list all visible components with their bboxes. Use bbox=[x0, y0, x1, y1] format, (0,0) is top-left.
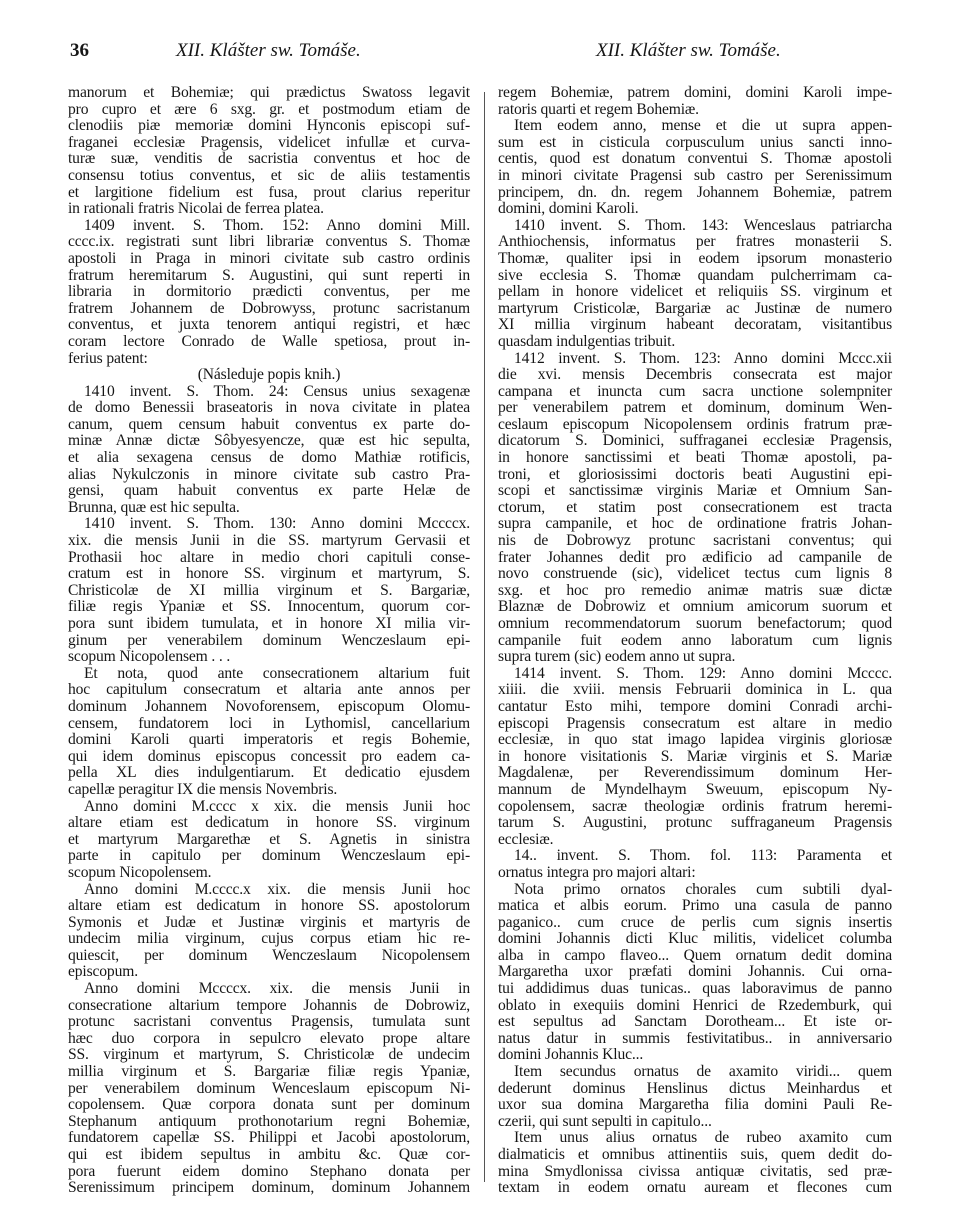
text-line: tarum S. Augustini, protunc suffraganeum Pragensis bbox=[498, 814, 892, 832]
text-line: Stephanum antiquum prothonotarium regni Bohemiæ, bbox=[68, 1112, 470, 1130]
text-line: campana et inuncta cum sacra unctione solempniter bbox=[498, 382, 892, 400]
text-line: dialmaticis et omnibus attinentiis suis, quem dedit do- bbox=[498, 1146, 892, 1163]
text-line: fraganei ecclesiæ Pragensis, videlicet infullæ et curva- bbox=[68, 133, 470, 151]
text-line: natus datur in summis festivitatibus.. in anniversario bbox=[498, 1029, 892, 1047]
text-line: fratrum heremitarum S. Augustini, qui sunt reperti in bbox=[68, 266, 470, 284]
text-line: tui addidimus duas tunicas.. quas laboravimus de panno bbox=[498, 980, 892, 998]
text-line: pora fuerunt eidem domino Stephano donata per bbox=[68, 1162, 470, 1180]
text-line: episcopum. bbox=[68, 963, 138, 981]
text-line: Margaretha uxor præfati domini Johannis. Cui orna- bbox=[498, 963, 892, 981]
right-column bbox=[498, 85, 892, 1197]
text-line: mannum de Myndelhaym Sweuum, episcopum Ny- bbox=[498, 780, 892, 798]
text-line: in honore visitationis S. Mariæ virginis et S. Mariæ bbox=[498, 747, 892, 765]
text-line: martyrum Cristicolæ, Bargariæ ac Justinæ de numero bbox=[498, 299, 892, 317]
text-line: 1412 invent. S. Thom. 123: Anno domini Mccc.xii bbox=[514, 349, 892, 367]
text-line: altare etiam est dedicatum in honore SS. apostolorum bbox=[68, 897, 470, 915]
text-line: SS. virginum et martyrum, S. Christicolæ de undecim bbox=[68, 1046, 470, 1064]
text-line: gensi, quam habuit conventus ex parte Helæ de bbox=[68, 482, 470, 500]
text-line: Blaznæ de Dobrowiz et omnium amicorum suorum et bbox=[498, 598, 892, 616]
text-line: principem, dn. dn. regem Johannem Bohemiæ, patrem bbox=[498, 183, 892, 201]
text-line: in rationali fratris Nicolai de ferrea platea. bbox=[68, 200, 324, 218]
text-line: sive ecclesia S. Thomæ quandam pulcherrimam ca- bbox=[498, 266, 892, 284]
text-line: Thomæ, qualiter ipsi in eodem ipsorum monasterio bbox=[498, 249, 892, 267]
text-line: Anthiochensis, informatus per fratres monasterii S. bbox=[498, 233, 892, 251]
text-line: parte in capitulo per dominum Wenczeslaum epi- bbox=[68, 847, 470, 865]
text-line: coram lectore Conrado de Walle spetiosa, prout in- bbox=[68, 332, 470, 350]
running-head-right: XII. Klášter sw. Tomáše. bbox=[596, 40, 781, 61]
text-line: et alia sexagena census de domo Mathiæ rotificis, bbox=[68, 449, 470, 467]
text-line: centis, quod est donatum conventui S. Thomæ apostoli bbox=[498, 150, 892, 168]
text-line: qui idem dominus episcopus concessit pro eadem ca- bbox=[68, 747, 470, 765]
text-line: ginum per venerabilem dominum Wenczeslaum epi- bbox=[68, 631, 470, 649]
text-line: Magdalenæ, per Reverendissimum dominum Her- bbox=[498, 764, 892, 782]
text-line: XI millia virginum habeant decoratam, visitantibus bbox=[498, 316, 892, 334]
text-line: domini Johannis Kluc... bbox=[498, 1046, 644, 1064]
text-line: ratoris quarti et regem Bohemiæ. bbox=[498, 100, 699, 118]
text-line: Item secundus ornatus de axamito viridi... quem bbox=[514, 1063, 892, 1081]
text-line: omnium recommendatorum suorum benefactorum; quod bbox=[498, 615, 892, 632]
text-line: xix. die mensis Junii in die SS. martyrum Gervasii et bbox=[68, 532, 470, 550]
left-column bbox=[68, 85, 470, 1197]
text-line: hæc duo corpora in sepulcro elevato prope altare bbox=[68, 1029, 470, 1047]
text-line: dominum Johannem Novoforensem, episcopum Olomu- bbox=[68, 697, 470, 715]
text-line: 14.. invent. S. Thom. fol. 113: Paramenta et bbox=[514, 847, 892, 865]
text-line: nis de Dobrowyz protunc sacristani conventus; qui bbox=[498, 532, 892, 550]
text-line: minæ Annæ dictæ Sôbyesyencze, quæ est hic sepulta, bbox=[68, 432, 470, 450]
text-line: altare etiam est dedicatum in honore SS. virginum bbox=[68, 814, 470, 832]
text-line: Item eodem anno, mense et die ut supra appen- bbox=[514, 117, 892, 135]
text-line: quasdam indulgentias tribuit. bbox=[498, 332, 676, 350]
text-line: alba in campo flaveo... Quem ornatum dedit domina bbox=[498, 946, 892, 964]
text-line: 1410 invent. S. Thom. 130: Anno domini Mccccx. bbox=[84, 515, 470, 533]
text-line: Et nota, quod ante consecrationem altarium fuit bbox=[84, 664, 470, 682]
text-line: de domo Benessii braseatoris in nova civitate in platea bbox=[68, 399, 470, 417]
text-line: paganico.. cum cruce de perlis cum signis insertis bbox=[498, 913, 892, 931]
text-line: Prothasii hoc altare in medio chori capituli conse- bbox=[68, 548, 470, 566]
text-line: ecclesiæ. bbox=[498, 830, 554, 848]
text-line: hoc capitulum consecratum et altaria ante annos per bbox=[68, 681, 470, 699]
text-line: Brunna, quæ est hic sepulta. bbox=[68, 498, 240, 516]
text-line: est sepultus ad Sanctam Dorotheam... Et iste or- bbox=[498, 1013, 892, 1031]
text-line: textam in eodem ornatu auream et flecones cum bbox=[498, 1179, 892, 1197]
text-line: clenodiis piæ memoriæ domini Hynconis episcopi suf- bbox=[68, 117, 470, 135]
text-line: novo construende (sic), videlicet tectus cum lignis 8 bbox=[498, 565, 892, 583]
text-line: scopum Nicopolensem . . . bbox=[68, 648, 231, 666]
text-line: Anno domini M.cccc x xix. die mensis Junii hoc bbox=[84, 797, 470, 815]
text-line: pro cupro et ære 6 sxg. gr. et postmodum etiam de bbox=[68, 100, 470, 118]
text-line: fundatorem capellæ SS. Philippi et Jacobi apostolorum, bbox=[68, 1129, 470, 1147]
text-line: troni, et gloriosissimi doctoris beati Augustini epi- bbox=[498, 465, 892, 483]
text-line: pellam in honore videlicet et reliquiis SS. virginum et bbox=[498, 283, 892, 301]
text-line: supra turem (sic) eodem anno ut supra. bbox=[498, 648, 736, 666]
text-line: ornatus integra pro majori altari: bbox=[498, 863, 696, 881]
text-line: supra campanile, et hoc de ordinatione fratris Johan- bbox=[498, 515, 892, 533]
text-line: (Následuje popis knih.) bbox=[197, 366, 341, 384]
text-line: cccc.ix. registrati sunt libri librariæ conventus S. Thomæ bbox=[68, 233, 470, 251]
text-line: campanile fuit eodem anno laboratum cum lignis bbox=[498, 631, 892, 649]
text-line: consensu totius conventus, et sic de aliis testamentis bbox=[68, 166, 470, 184]
text-line: Nota primo ornatos chorales cum subtili dyal- bbox=[514, 880, 892, 898]
text-line: et martyrum Margarethæ et S. Agnetis in sinistra bbox=[68, 830, 470, 848]
text-line: domini Johannis dicti Kluc militis, videlicet columba bbox=[498, 930, 892, 948]
text-line: dicatorum S. Dominici, suffraganei ecclesiæ Pragensis, bbox=[498, 432, 892, 450]
text-line: copolensem, sacræ theologiæ ordinis fratrum heremi- bbox=[498, 797, 892, 815]
text-line: et largitione fidelium est fusa, prout clarius reperitur bbox=[68, 183, 470, 201]
text-line: czerii, qui sunt sepulti in capitulo... bbox=[498, 1112, 712, 1130]
text-line: pora sunt ibidem tumulata, et in honore XI milia vir- bbox=[68, 615, 470, 632]
text-line: manorum et Bohemiæ; qui prædictus Swatoss legavit bbox=[68, 84, 470, 101]
page-number: 36 bbox=[70, 40, 89, 61]
text-line: alias Nykulczonis in minore civitate sub castro Pra- bbox=[68, 465, 470, 483]
text-line: die xvi. mensis Decembris consecrata est major bbox=[498, 366, 892, 384]
text-line: apostoli in Praga in minori civitate sub castro ordinis bbox=[68, 249, 470, 267]
text-line: 1410 invent. S. Thom. 24: Census unius sexagenæ bbox=[84, 382, 470, 400]
text-line: fratrem Johannem de Dobrowyss, protunc sacristanum bbox=[68, 299, 470, 317]
text-line: dederunt dominus Henslinus dictus Meinhardus et bbox=[498, 1079, 892, 1097]
text-line: domini Karoli quarti imperatoris et regis Bohemie, bbox=[68, 731, 470, 749]
text-line: qui est ibidem sepultus in ambitu &c. Quæ cor- bbox=[68, 1146, 470, 1163]
text-line: 1409 invent. S. Thom. 152: Anno domini Mill. bbox=[84, 216, 470, 234]
text-line: censem, fundatorem loci in Lythomisl, cancellarium bbox=[68, 714, 470, 732]
text-line: in honore sanctissimi et beati Thomæ apostoli, pa- bbox=[498, 449, 892, 467]
text-line: ctorum, et statim post consecrationem est tracta bbox=[498, 498, 892, 516]
text-line: scopum Nicopolensem. bbox=[68, 863, 212, 881]
text-line: turæ suæ, venditis de sacristia conventus et hoc de bbox=[68, 150, 470, 168]
text-line: filiæ regis Ypaniæ et SS. Innocentum, quorum cor- bbox=[68, 598, 470, 616]
text-line: ceslaum episcopum Nicopolensem ordinis fratrum præ- bbox=[498, 415, 892, 433]
text-line: matica et albis eorum. Primo una casula de panno bbox=[498, 897, 892, 915]
text-line: Serenissimum principem dominum, dominum Johannem bbox=[68, 1179, 470, 1197]
text-line: sum est in cisticula corpusculum unius sancti inno- bbox=[498, 133, 892, 151]
text-line: uxor sua domina Margaretha filia domini Pauli Re- bbox=[498, 1096, 892, 1114]
running-head-left: XII. Klášter sw. Tomáše. bbox=[176, 40, 361, 61]
text-line: 1414 invent. S. Thom. 129: Anno domini Mcccc. bbox=[514, 664, 892, 682]
text-line: sxg. et hoc pro remedio animæ matris suæ dictæ bbox=[498, 581, 892, 599]
text-line: undecim milia virginum, cujus corpus etiam hic re- bbox=[68, 930, 470, 948]
text-line: domini, domini Karoli. bbox=[498, 200, 639, 218]
text-line: mina Smydlonissa civissa antiquæ civitatis, sed præ- bbox=[498, 1162, 892, 1180]
text-line: frater Johannes dedit pro ædificio ad campanile de bbox=[498, 548, 892, 566]
text-line: protunc sacristani conventus Pragensis, tumulata sunt bbox=[68, 1013, 470, 1031]
text-line: pella XL dies indulgentiarum. Et dedicatio ejusdem bbox=[68, 764, 470, 782]
text-line: Christicolæ de XI millia virginum et S. Bargariæ, bbox=[68, 581, 470, 599]
text-line: Anno domini M.cccc.x xix. die mensis Junii hoc bbox=[84, 880, 470, 898]
text-line: millia virginum et S. Bargariæ filiæ regis Ypaniæ, bbox=[68, 1063, 470, 1081]
text-line: Item unus alius ornatus de rubeo axamito cum bbox=[514, 1129, 892, 1147]
text-line: conventus, et juxta tenorem antiqui registri, et hæc bbox=[68, 316, 470, 334]
text-line: canum, quem censum habuit conventus ex parte do- bbox=[68, 415, 470, 433]
text-line: xiiii. die xviii. mensis Februarii dominica in L. qua bbox=[498, 681, 892, 699]
text-line: consecratione altarium tempore Johannis de Dobrowiz, bbox=[68, 996, 470, 1014]
text-line: capellæ peragitur IX die mensis Novembris. bbox=[68, 780, 338, 798]
text-line: ferius patent: bbox=[68, 349, 148, 367]
text-line: copolensem. Quæ corpora donata sunt per dominum bbox=[68, 1096, 470, 1114]
text-line: cratum est in honore SS. virginum et martyrum, S. bbox=[68, 565, 470, 583]
text-line: per venerabilem patrem et dominum, dominum Wen- bbox=[498, 399, 892, 417]
text-line: Anno domini Mccccx. xix. die mensis Junii in bbox=[84, 980, 470, 998]
text-line: ecclesiæ, in quo stat imago lapidea virginis gloriosæ bbox=[498, 731, 892, 749]
text-line: cantatur Esto mihi, tempore domini Conradi archi- bbox=[498, 697, 892, 715]
column-divider bbox=[484, 92, 485, 1182]
text-line: regem Bohemiæ, patrem domini, domini Karoli impe- bbox=[498, 84, 892, 101]
text-line: in minori civitate Pragensi sub castro per Serenissimum bbox=[498, 166, 892, 184]
text-line: episcopi Pragensis consecratum est altare in medio bbox=[498, 714, 892, 732]
text-line: Symonis et Judæ et Justinæ virginis et martyris de bbox=[68, 913, 470, 931]
text-line: per venerabilem dominum Wenceslaum episcopum Ni- bbox=[68, 1079, 470, 1097]
text-line: quiescit, per dominum Wenczeslaum Nicopolensem bbox=[68, 946, 470, 964]
text-line: libraria in dormitorio prædicti conventus, per me bbox=[68, 283, 470, 301]
text-line: scopi et sanctissimæ virginis Mariæ et Omnium San- bbox=[498, 482, 892, 500]
text-line: oblato in exequiis domini Henrici de Rzedemburk, qui bbox=[498, 996, 892, 1014]
text-line: 1410 invent. S. Thom. 143: Wenceslaus patriarcha bbox=[514, 216, 892, 234]
